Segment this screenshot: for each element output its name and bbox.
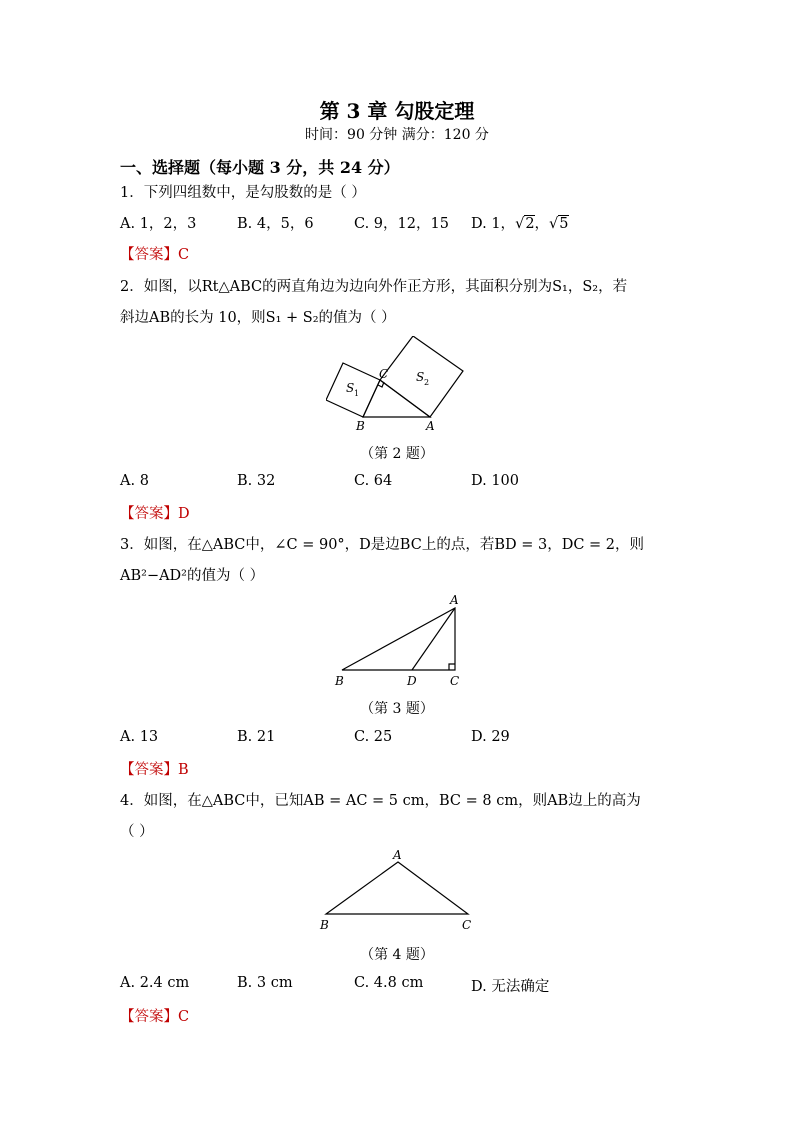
- page-title: 第 3 章 勾股定理: [319, 99, 475, 123]
- question-2-answer: [120, 502, 190, 523]
- question-4-option-d: D. 无法确定: [471, 979, 550, 995]
- question-3-option-a: A. 13: [120, 729, 159, 745]
- label-s1-sub: 1: [354, 389, 360, 398]
- answer-value: D: [178, 506, 190, 522]
- triangle-abc: [342, 608, 455, 670]
- label-d: D: [407, 674, 417, 688]
- question-4-option-a: A. 2.4 cm: [120, 975, 190, 991]
- label-s2: S: [416, 370, 425, 384]
- triangle-abc: [363, 380, 430, 417]
- question-3-stem-line1: 3．如图，在△ABC中，∠C = 90°，D是边BC上的点，若BD = 3，DC = 2，则: [120, 537, 645, 553]
- sqrt-symbol: √: [549, 216, 559, 232]
- label-c: C: [462, 918, 472, 932]
- answer-label: 【答案】: [120, 247, 178, 263]
- segment-ad: [412, 608, 455, 670]
- label-c: C: [450, 674, 460, 688]
- question-3-figure: [330, 592, 470, 690]
- question-2-stem-line1: 2．如图，以Rt△ABC的两直角边为边向外作正方形，其面积分别为S₁，S₂，若: [120, 279, 628, 295]
- label-b: B: [320, 918, 329, 932]
- answer-value: C: [178, 1009, 190, 1025]
- question-3-option-b: B. 21: [237, 729, 276, 745]
- question-2-figure: [326, 336, 476, 436]
- label-s1: S: [346, 381, 355, 395]
- sqrt-symbol: √: [515, 216, 525, 232]
- question-1-answer: [120, 243, 189, 264]
- answer-label: 【答案】: [120, 506, 178, 522]
- section-heading: 一、选择题（每小题 3 分，共 24 分）: [120, 158, 400, 177]
- question-1-option-d: D. 1，√2，√5: [471, 216, 569, 232]
- answer-value: B: [178, 762, 189, 778]
- question-3-option-c: C. 25: [354, 729, 393, 745]
- question-1-option-c: C. 9，12，15: [354, 216, 449, 232]
- question-4-figure: [316, 846, 480, 936]
- question-1-stem: 1．下列四组数中，是勾股数的是（ ）: [120, 185, 366, 201]
- question-1-option-a: A. 1，2，3: [120, 216, 197, 232]
- answer-label: 【答案】: [120, 762, 178, 778]
- question-2-stem-line2: 斜边AB的长为 10，则S₁ + S₂的值为（ ）: [120, 310, 396, 326]
- question-2-option-b: B. 32: [237, 473, 276, 489]
- label-b: B: [356, 419, 365, 433]
- question-4-option-c: C. 4.8 cm: [354, 975, 424, 991]
- exam-meta: 时间：90 分钟 满分：120 分: [305, 127, 489, 143]
- question-2-option-d: D. 100: [471, 473, 520, 489]
- label-a: A: [393, 848, 402, 862]
- label-b: B: [335, 674, 344, 688]
- question-4-option-b: B. 3 cm: [237, 975, 293, 991]
- question-3-option-d: D. 29: [471, 729, 510, 745]
- answer-label: 【答案】: [120, 1009, 178, 1025]
- question-4-answer: [120, 1005, 189, 1026]
- label-a: A: [450, 593, 459, 607]
- radicand-2: 5: [559, 216, 569, 232]
- question-2-caption: （第 2 题）: [360, 446, 434, 462]
- label-c: C: [379, 367, 389, 381]
- question-3-answer: [120, 758, 189, 779]
- question-1-option-d-prefix: D. 1，: [471, 216, 516, 232]
- question-1-option-b: B. 4，5，6: [237, 216, 314, 232]
- label-s2-sub: 2: [424, 378, 430, 387]
- question-3-caption: （第 3 题）: [360, 701, 434, 717]
- radicand-1: 2: [525, 216, 535, 232]
- question-4-caption: （第 4 题）: [360, 947, 434, 963]
- question-4-stem-line1: 4．如图，在△ABC中，已知AB = AC = 5 cm，BC = 8 cm，则AB边上的高为: [120, 793, 641, 809]
- answer-value: C: [178, 247, 190, 263]
- question-2-option-c: C. 64: [354, 473, 393, 489]
- triangle-abc: [326, 862, 468, 914]
- question-4-stem-line2: （ ）: [120, 824, 154, 840]
- label-a: A: [426, 419, 435, 433]
- question-2-option-a: A. 8: [120, 473, 149, 489]
- right-angle-mark: [449, 664, 455, 670]
- question-3-stem-line2: AB²−AD²的值为（ ）: [120, 568, 265, 584]
